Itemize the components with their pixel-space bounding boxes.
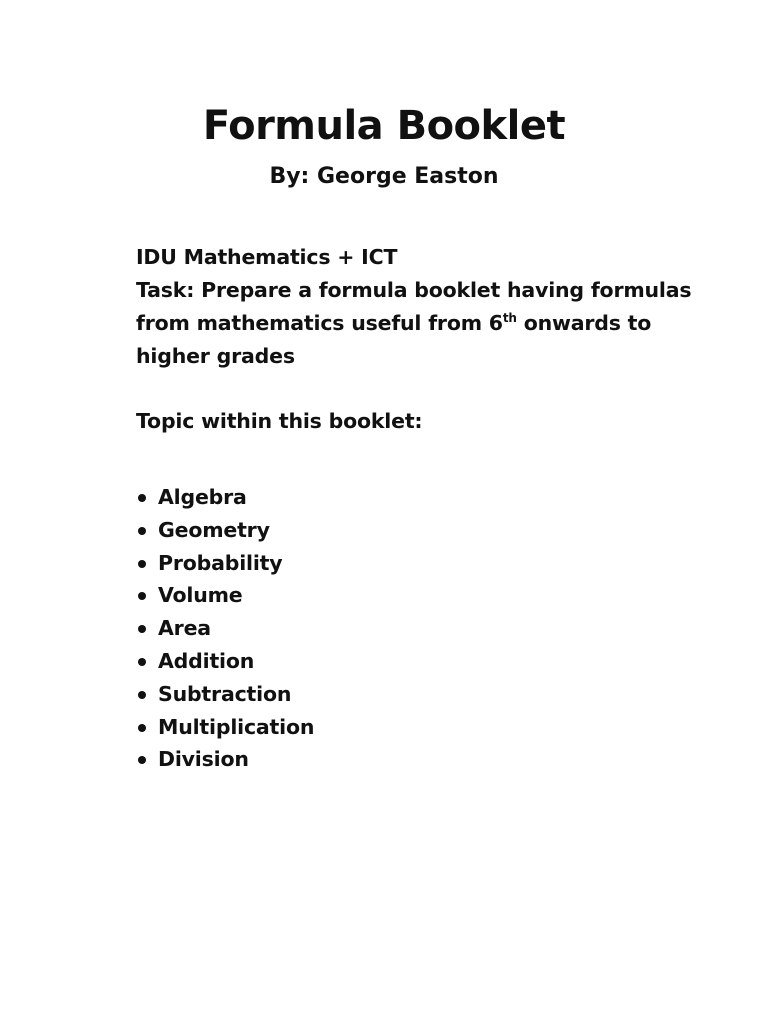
- list-item: [136, 711, 314, 744]
- bullet-icon: [138, 691, 146, 699]
- topic-label: Addition: [158, 648, 255, 673]
- list-item: [136, 743, 314, 776]
- topic-label: Division: [158, 747, 249, 772]
- topic-label: Volume: [158, 583, 243, 608]
- task-description: [136, 274, 696, 373]
- task-text-end: onwards to higher grades: [136, 311, 652, 368]
- list-item: [136, 579, 314, 612]
- list-item: [136, 645, 314, 678]
- topic-label: Multiplication: [158, 714, 315, 739]
- list-item: [136, 547, 314, 580]
- bullet-icon: [138, 592, 146, 600]
- topic-label: Area: [158, 616, 211, 641]
- task-text-start: Task: Prepare a formula booklet having formulas from mathematics useful from 6: [136, 278, 692, 335]
- document-title: Formula Booklet: [202, 103, 566, 149]
- subject-line: IDU Mathematics + ICT: [136, 245, 398, 269]
- bullet-icon: [138, 625, 146, 633]
- task-superscript: th: [502, 311, 517, 326]
- list-item: [136, 481, 314, 514]
- bullet-icon: [138, 560, 146, 568]
- bullet-icon: [138, 494, 146, 502]
- bullet-icon: [138, 658, 146, 666]
- topic-label: Subtraction: [158, 681, 292, 706]
- topic-list: [136, 481, 314, 776]
- bullet-icon: [138, 724, 146, 732]
- topic-label: Algebra: [158, 485, 247, 509]
- author-byline: By: George Easton: [269, 164, 499, 189]
- bullet-icon: [138, 756, 146, 764]
- topic-label: Geometry: [158, 517, 270, 542]
- list-item: [136, 612, 314, 645]
- bullet-icon: [138, 527, 146, 535]
- list-item: [136, 514, 314, 547]
- topic-label: Probability: [158, 550, 283, 575]
- topics-heading: Topic within this booklet:: [136, 409, 423, 433]
- list-item: [136, 678, 314, 711]
